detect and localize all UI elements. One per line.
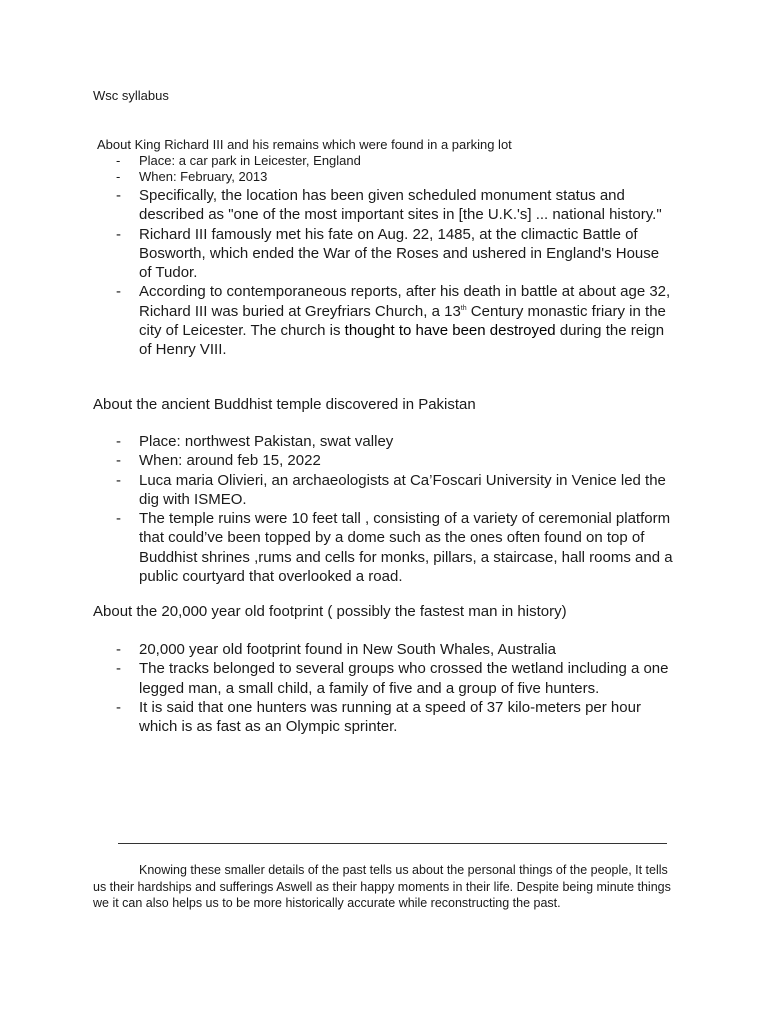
list-item: - When: around feb 15, 2022 [112, 451, 678, 470]
richard-details-list [112, 153, 672, 185]
document-title: Wsc syllabus [93, 88, 169, 103]
ordinal-suffix: th [460, 304, 467, 312]
burial-text-a: According to contemporaneous reports, after his death in battle at about age 32, Richard III was buried at Greyfriars Church, a 13 [139, 283, 671, 320]
list-item: - Place: northwest Pakistan, swat valley [112, 432, 678, 451]
list-item: - Richard III famously met his fate on Aug. 22, 1485, at the climactic Battle of Bosworth, which ended the War of the Roses and ushered in England's House of Tudor. [112, 225, 674, 283]
list-item: - When: February, 2013 [112, 169, 672, 185]
footprint-facts-list [112, 640, 678, 736]
burial-emphasis: thought to have been destroyed [344, 322, 556, 340]
horizontal-divider [118, 843, 667, 844]
list-item: - The temple ruins were 10 feet tall , consisting of a variety of ceremonial platform that could’ve been topped by a dome such as the ones often found on top of Buddhist shrines ,rums and cells for monks, pillars, a staircase, hall rooms and a public courtyard that overlooked a road. [112, 509, 678, 586]
list-item: - Luca maria Olivieri, an archaeologists at Ca’Foscari University in Venice led the dig with ISMEO. [112, 471, 678, 510]
conclusion-paragraph: Knowing these smaller details of the past tells us about the personal things of the people, It tells us their hardships and sufferings Aswell as their happy moments in their life. Despite being minute things we it can also helps us to be more historically accurate while reconstructing the past. [93, 863, 671, 910]
richard-facts-list [112, 186, 674, 360]
burial-text-b: Century monastic friary in the city of Leicester. The church is [139, 302, 666, 340]
section-heading-richard: About King Richard III and his remains which were found in a parking lot [97, 137, 512, 152]
list-item: - Place: a car park in Leicester, England [112, 153, 672, 169]
section-heading-footprint: About the 20,000 year old footprint ( possibly the fastest man in history) [93, 603, 567, 620]
list-item: - Specifically, the location has been given scheduled monument status and described as "one of the most important sites in [the U.K.'s] ... national history." [112, 186, 674, 225]
list-item: - It is said that one hunters was running at a speed of 37 kilo-meters per hour which is as fast as an Olympic sprinter. [112, 698, 678, 737]
list-item [112, 282, 674, 359]
temple-facts-list [112, 432, 678, 586]
list-item: - 20,000 year old footprint found in New South Whales, Australia [112, 640, 678, 659]
section-heading-temple: About the ancient Buddhist temple discovered in Pakistan [93, 396, 476, 413]
burial-text-c: during the reign of Henry VIII. [139, 322, 665, 359]
list-item: - The tracks belonged to several groups who crossed the wetland including a one legged man, a small child, a family of five and a group of five hunters. [112, 659, 678, 698]
